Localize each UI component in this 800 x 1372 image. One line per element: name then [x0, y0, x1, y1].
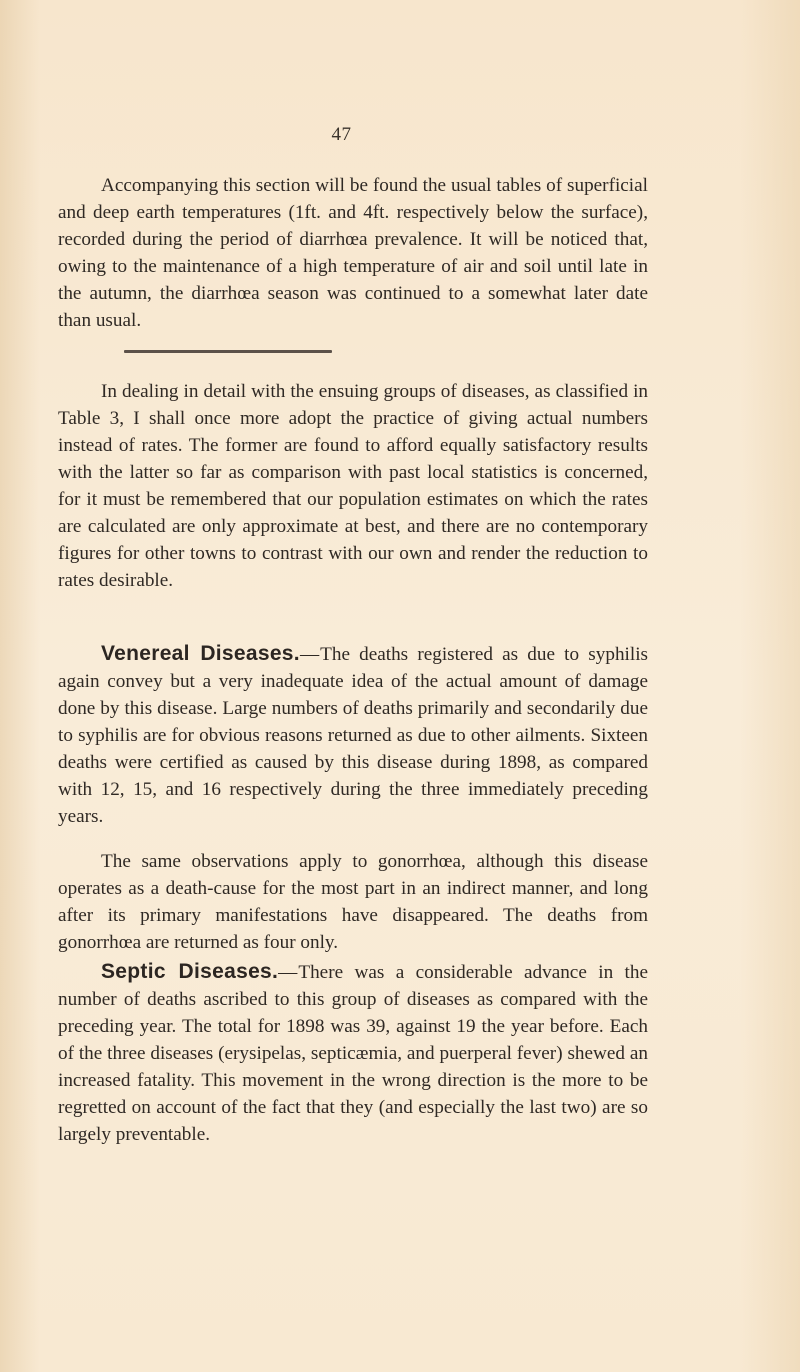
section-heading-venereal-diseases: Venereal Diseases. — [101, 642, 300, 665]
section-venereal-diseases — [58, 640, 648, 830]
em-dash: — — [299, 644, 320, 665]
paragraph-septic — [58, 958, 648, 1148]
section-divider-rule — [124, 350, 332, 353]
paragraph-venereal — [58, 640, 648, 830]
em-dash: — — [278, 962, 298, 983]
paragraph-actual-numbers-method — [58, 378, 648, 594]
page-number: 47 — [331, 124, 352, 145]
paragraph-gonorrhoea — [58, 848, 648, 956]
section-septic-diseases — [58, 958, 648, 1148]
paragraph-text: The same observations apply to gonorrhœa, although this disease operates as a death-cause for the most part in an indirect manner, and long after its primary manifestations have disappeared. The deaths from gonorrhœa are returned as four only. — [58, 851, 648, 953]
section-heading-septic-diseases: Septic Diseases. — [101, 960, 279, 983]
paragraph-text: There was a considerable advance in the number of deaths ascribed to this group of diseases as compared with the preceding year. The total for 1898 was 39, against 19 the year before. Each of the three diseases (erysipelas, septicæmia, and puerperal fever) shewed an increased fatality. This movement in the wrong direction is the more to be regretted on account of the fact that they (and especially the last two) are so largely preventable. — [58, 962, 648, 1145]
paragraph-text: Accompanying this section will be found the usual tables of superficial and deep earth temperatures (1ft. and 4ft. respectively below the surface), recorded during the period of diarrhœa prevalence. It will be noticed that, owing to the maintenance of a high temperature of air and soil until late in the autumn, the diarrhœa season was continued to a somewhat later date than usual. — [58, 175, 648, 331]
paragraph-text: In dealing in detail with the ensuing groups of diseases, as classified in Table 3, I shall once more adopt the practice of giving actual numbers instead of rates. The former are found to afford equally satisfactory results with the latter so far as comparison with past local statistics is concerned, for it must be remembered that our population estimates on which the rates are calculated are only approximate at best, and there are no contemporary figures for other towns to contrast with our own and render the reduction to rates desirable. — [58, 381, 648, 591]
paragraph-diarrhoea-temperatures — [58, 172, 648, 334]
paragraph-text: The deaths registered as due to syphilis again convey but a very inadequate idea of the actual amount of damage done by this disease. Large numbers of deaths primarily and secondarily due to syphilis are for obvious reasons returned as due to other ailments. Sixteen deaths were certified as caused by this disease during 1898, as compared with 12, 15, and 16 respectively during the three immediately preceding years. — [58, 644, 648, 827]
